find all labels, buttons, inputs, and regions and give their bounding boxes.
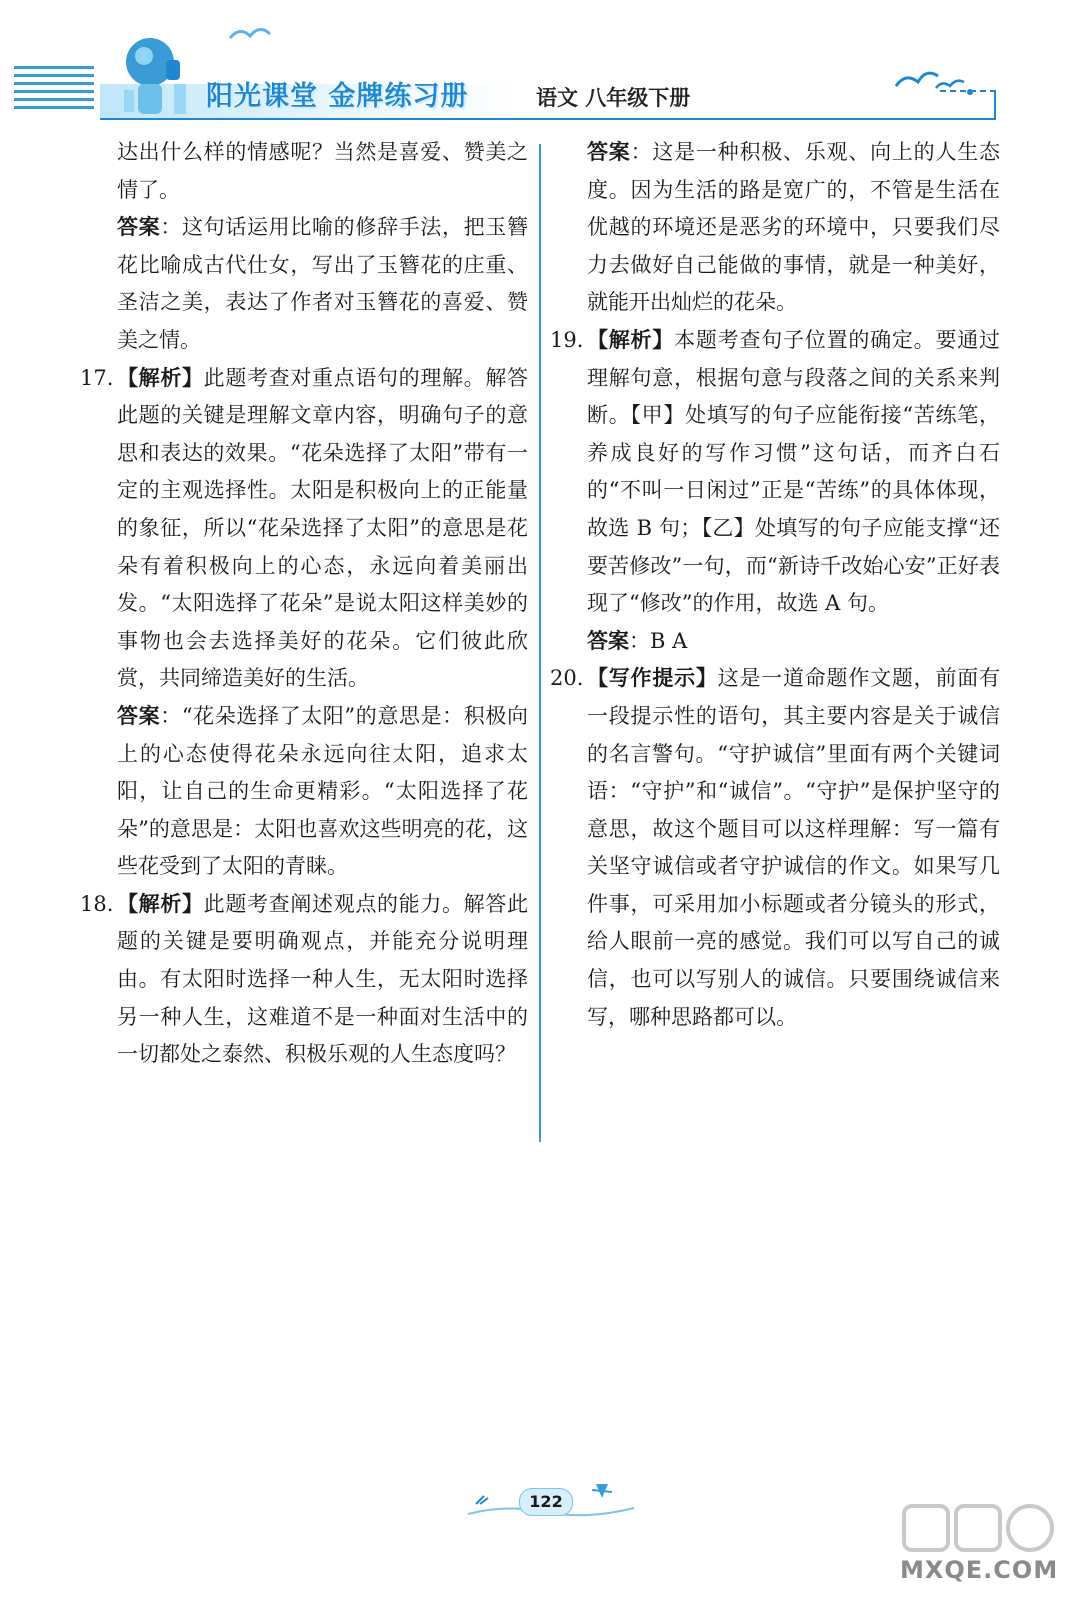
- answer-text: ：B A: [629, 628, 688, 653]
- analysis-text: 此题考查对重点语句的理解。解答此题的关键是理解文章内容，明确句子的意思和表达的效果。“花朵选择了太阳”带有一定的主观选择性。太阳是积极向上的正能量的象征，所以“花朵选择了太阳”的意思是花朵有着积极向上的心态，永远向着美丽出发。“太阳选择了花朵”是说太阳这样美妙的事物也会去选择美好的花朵。它们彼此欣赏，共同缔造美好的生活。: [117, 365, 529, 691]
- answer-label: 答案: [587, 628, 629, 653]
- question-19: [550, 322, 1000, 623]
- question-18: [80, 886, 528, 1074]
- left-column: [80, 134, 528, 1074]
- question-20: [550, 660, 1000, 1036]
- page-number: 122: [519, 1488, 573, 1516]
- birds-icon: [890, 58, 980, 98]
- writing-tip-label: 【写作提示】: [587, 666, 718, 691]
- question-number: 18.: [80, 891, 114, 916]
- answer-text: ：这句话运用比喻的修辞手法，把玉簪花比喻成古代仕女，写出了玉簪花的庄重、圣洁之美，表达了作者对玉簪花的喜爱、赞美之情。: [117, 215, 529, 352]
- right-column: [550, 134, 1000, 1036]
- answer-label: 答案: [587, 140, 631, 164]
- analysis-label: 【解析】: [117, 891, 204, 916]
- analysis-label: 【解析】: [117, 365, 204, 390]
- writing-tip-text: 这是一道命题作文题，前面有一段提示性的语句，其主要内容是关于诚信的名言警句。“守护诚信”里面有两个关键词语：“守护”和“诚信”。“守护”是保护坚守的意思，故这个题目可以这样理解：写一篇有关坚守诚信或者守护诚信的作文。如果写几件事，可采用加小标题或者分镜头的形式，给人眼前一亮的感觉。我们可以写自己的诚信，也可以写别人的诚信。只要围绕诚信来写，哪种思路都可以。: [587, 666, 1001, 1029]
- question-number: 19.: [550, 327, 584, 352]
- question-number: 20.: [550, 666, 584, 691]
- continued-text: 达出什么样的情感呢？当然是喜爱、赞美之情了。: [117, 140, 528, 202]
- globe-mascot-icon: [104, 30, 200, 122]
- answer-label: 答案: [117, 215, 161, 240]
- question-17: [80, 360, 528, 698]
- q16-answer: [80, 209, 528, 359]
- question-number: 17.: [80, 365, 114, 390]
- subject-grade: 语文 八年级下册: [536, 86, 691, 110]
- analysis-label: 【解析】: [587, 327, 675, 352]
- series-title: 阳光课堂 金牌练习册: [206, 81, 469, 112]
- answer-text: ：这是一种积极、乐观、向上的人生态度。因为生活的路是宽广的，不管是生活在优越的环境还是恶劣的环境中，只要我们尽力去做好自己能做的事情，就是一种美好，就能开出灿烂的花朵。: [587, 140, 1001, 315]
- seagull-icon: [226, 18, 286, 48]
- q19-answer: [550, 623, 1000, 661]
- answer-label: 答案: [117, 703, 161, 728]
- watermark-text: MXQE.COM: [900, 1556, 1059, 1584]
- page-header: [0, 0, 1090, 130]
- q17-answer: [80, 698, 528, 886]
- header-rule: [100, 118, 996, 120]
- header-stripes: [14, 66, 94, 114]
- answer-text: ：“花朵选择了太阳”的意思是：积极向上的心态使得花朵永远向往太阳，追求太阳，让自己的生命更精彩。“太阳选择了花朵”的意思是：太阳也喜欢这些明亮的花，这些花受到了太阳的青睐。: [117, 703, 528, 879]
- analysis-text: 本题考查句子位置的确定。要通过理解句意，根据句意与段落之间的关系来判断。【甲】处填写的句子应能衔接“苦练笔，养成良好的写作习惯”这句话，而齐白石的“不叫一日闲过”正是“苦练”的具体体现，故选 B 句；【乙】处填写的句子应能支撑“还要苦修改”一句，而“新诗千改始心安”正好表现了“修改”的作用，故选 A 句。: [587, 327, 1001, 616]
- q18-answer: [550, 134, 1000, 322]
- column-divider: [539, 144, 541, 1142]
- analysis-text: 此题考查阐述观点的能力。解答此题的关键是要明确观点，并能充分说明理由。有太阳时选择一种人生，无太阳时选择另一种人生，这难道不是一种面对生活中的一切都处之泰然、积极乐观的人生态度吗？: [117, 891, 529, 1067]
